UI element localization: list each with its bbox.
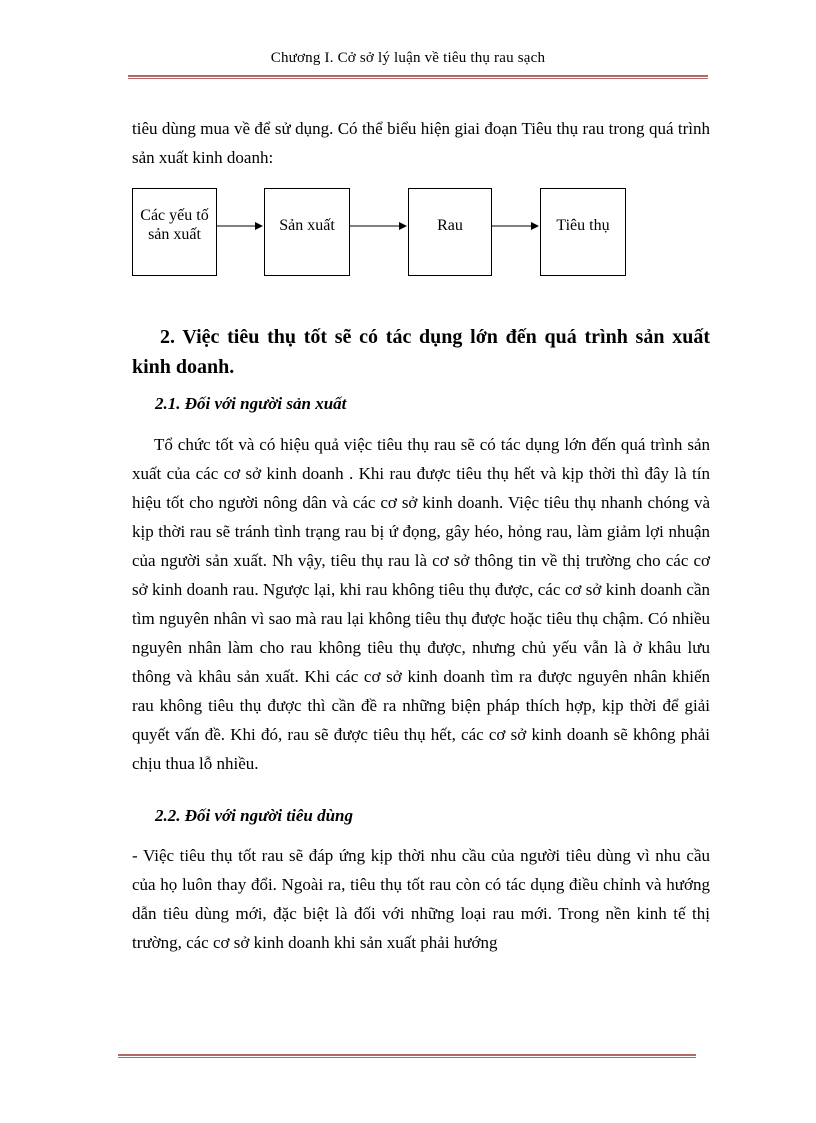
diagram-box-label: Sản xuất (279, 216, 335, 234)
page-header: Chương I. Cở sở lý luận về tiêu thụ rau sạch (270, 50, 546, 66)
subsection-heading-consumers: 2.2. Đối với người tiêu dùng (155, 806, 353, 825)
diagram-box-label: Rau (437, 216, 463, 234)
section-heading: 2. Việc tiêu thụ tốt sẽ có tác dụng lớn đến quá trình sản xuất kinh doanh. (132, 326, 710, 378)
footer-rule (118, 1054, 696, 1058)
diagram-box-label: Tiêu thụ (556, 216, 610, 234)
producers-paragraph: Tổ chức tốt và có hiệu quả việc tiêu thụ rau sẽ có tác dụng lớn đến quá trình sản xuất của các cơ sở kinh doanh . Khi rau được tiêu thụ hết và kịp thời thì đây là tín hiệu tốt cho người nông dân và các cơ sở kinh doanh. Việc tiêu thụ nhanh chóng và kịp thời rau sẽ tránh tình trạng rau bị ứ đọng, gây héo, hỏng rau, làm giảm lợi nhuận của người sản xuất. Nh vậy, tiêu thụ rau là cơ sở thông tin về thị trường cho các cơ sở kinh doanh rau. Ngược lại, khi rau không tiêu thụ được, các cơ sở kinh doanh cần tìm nguyên nhân vì sao mà rau lại không tiêu thụ được hoặc tiêu thụ chậm. Có nhiều nguyên nhân làm cho rau không tiêu thụ được, nhưng chủ yếu vẫn là ở khâu lưu thông và khâu sản xuất. Khi các cơ sở kinh doanh tìm ra được nguyên nhân khiến rau không tiêu thụ được thì cần đề ra những biện pháp thích hợp, kịp thời để giải quyết vấn đề. Khi đó, rau sẽ được tiêu thụ hết, các cơ sở kinh doanh sẽ không phải chịu thua lỗ nhiều. (132, 435, 710, 773)
consumers-paragraph: - Việc tiêu thụ tốt rau sẽ đáp ứng kịp thời nhu cầu của người tiêu dùng vì nhu cầu của họ luôn thay đổi. Ngoài ra, tiêu thụ tốt rau còn có tác dụng điều chỉnh và hướng dẫn tiêu dùng mới, đặc biệt là đối với những loại rau mới. Trong nền kinh tế thị trường, các cơ sở kinh doanh khi sản xuất phải hướng (132, 846, 710, 952)
diagram-box-label: Các yếu tố sản xuất (140, 207, 209, 243)
intro-paragraph: tiêu dùng mua về để sử dụng. Có thể biểu hiện giai đoạn Tiêu thụ rau trong quá trình sản xuất kinh doanh: (132, 119, 710, 167)
process-diagram (0, 0, 816, 300)
subsection-heading-producers: 2.1. Đối với người sản xuất (155, 394, 347, 413)
diagram-arrows (0, 0, 816, 300)
